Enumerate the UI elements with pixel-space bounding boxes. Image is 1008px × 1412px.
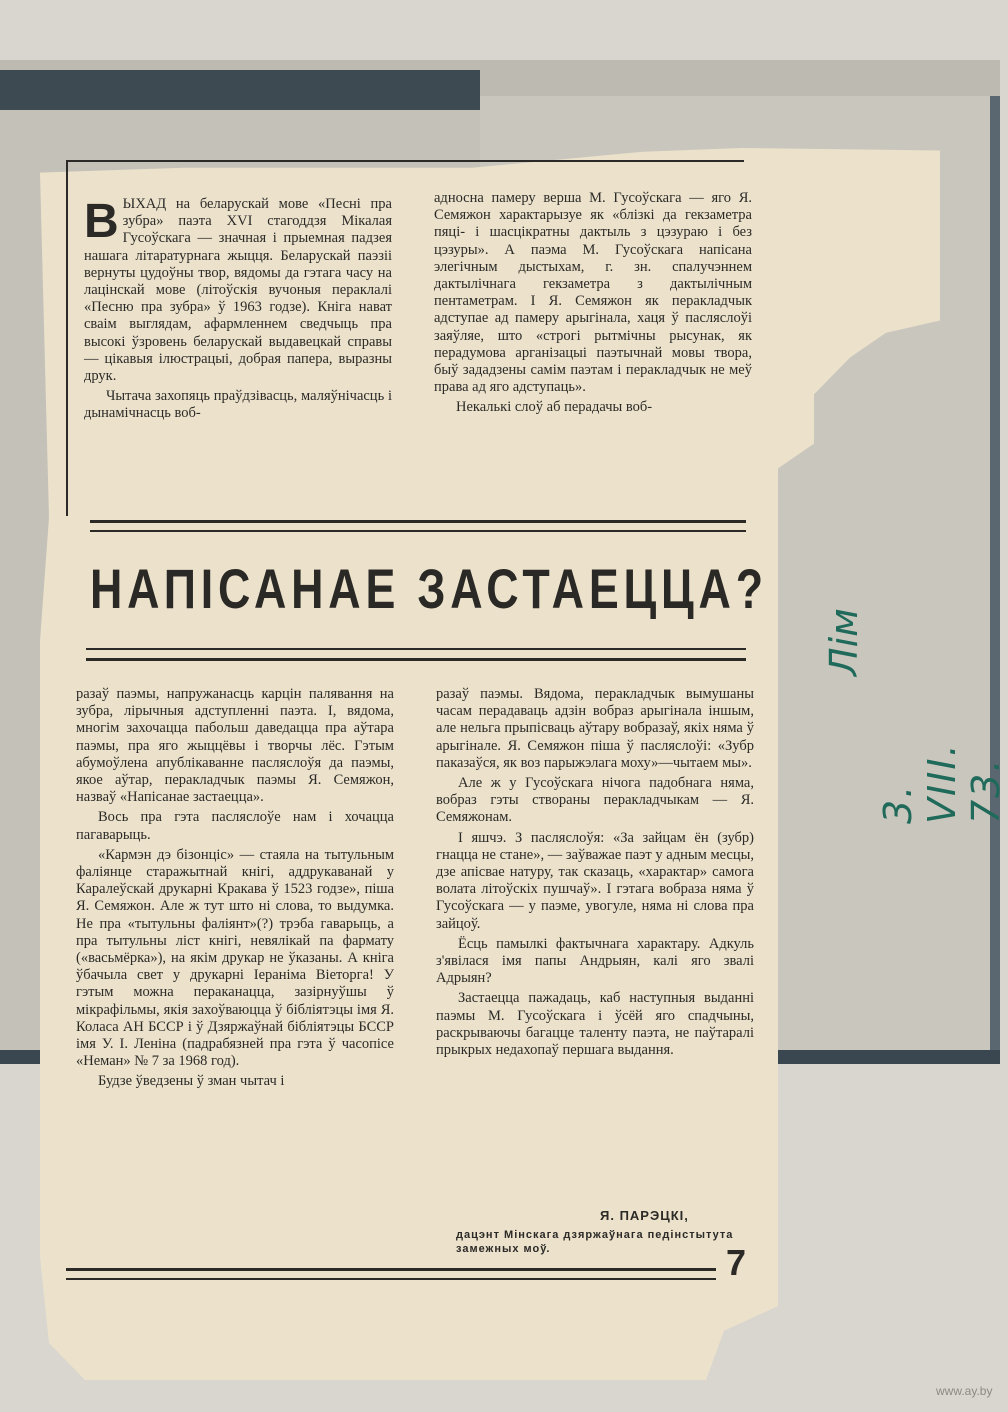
handwritten-source-note: Лiм <box>822 608 866 676</box>
binder-top-edge <box>0 70 480 110</box>
paragraph: Вось пра гэта пасляслоўе нам і хочацца пагаварыць. <box>76 809 394 843</box>
article-column-3 <box>76 686 394 1094</box>
site-watermark: www.ay.by <box>936 1384 993 1398</box>
headline-rule-bottom-2 <box>86 658 746 661</box>
paragraph: разаў паэмы, напружанасць карцін палявання на зубра, лірычныя адступленні паэта. І, вядома, многім захочацца пабольш даведацца пра аўтара паэмы, пра яго жыццёвы і творчы лёс. Гэтым абумоўлена апублікаванне пасляслоўя да паэмы, якое аўтар, перакладчык паэмы Я. Семяжон, назваў «Напісанае застаецца». <box>76 686 394 806</box>
paragraph: І яшчэ. З пасляслоўя: «За зайцам ён (зубр) гнацца не стане», — заўважае паэт у адным месцы, дзе апісвае натуру, так сказаць, «характар» самога волата літоўскіх пушчаў». І гэтага вобраза няма ў Гусоўскага — у паэме, увогуле, няма ні слова пра зайцоў. <box>436 829 754 932</box>
paragraph: Застаецца пажадаць, каб наступныя выданні паэмы М. Гусоўскага і ўсёй яго спадчыны, раскрываючы багацце таленту паэта, не паўтаралі прыкрых недахопаў першага выдання. <box>436 990 754 1059</box>
author-affiliation: дацэнт Мінскага дзяржаўнага педінстытута замежных моў. <box>456 1229 734 1255</box>
headline-rule-top-1 <box>90 520 746 523</box>
headline-rule-top-2 <box>90 530 746 532</box>
paragraph: Ёсць памылкі фактычнага характару. Адкуль з'явілася імя папы Андрыян, калі яго звалі Адрыян? <box>436 935 754 987</box>
bottom-rule-2 <box>66 1278 716 1280</box>
article-column-1 <box>84 196 392 426</box>
paragraph: Чытача захопяць праўдзівасць, маляўнічасць і дынамічнасць воб- <box>84 388 392 422</box>
article-headline: НАПІСАНАЕ ЗАСТАЕЦЦА? <box>90 557 768 620</box>
article-column-2 <box>434 190 752 420</box>
paragraph: адносна памеру верша М. Гусоўскага — яго Я. Семяжон характарызуе як «блізкі да гекзаметра пяці- і шасцікратны дактыль з цэзураю і без цэзуры». А паэма М. Гусоўскага напісана элегічным дыстыхам, г. зн. спалучэннем дактылічнага гекзаметра з дактылічным пентаметрам. І Я. Семяжон як перакладчык адступае ад памеру арыгінала, хаця ў пасляслоўі заяўляе, што «строгі рытмічны рысунак, як перадумова арганізацыі паэтычнай мовы твора, быў зададзены самім паэтам і перакладчык не меў права ад яго адступаць». <box>434 190 752 396</box>
binder-right-edge <box>990 96 1000 1056</box>
headline-rule-bottom-1 <box>86 648 746 650</box>
page-number: 7 <box>726 1242 747 1283</box>
top-frame-rule <box>66 160 744 162</box>
article-dropcap: В <box>84 195 119 248</box>
paragraph: «Кармэн дэ бізонціс» — стаяла на тытульным фаліянце старажытнай кнігі, аддрукаванай у Каралеўскай друкарні Кракава ў 1523 годзе», піша Я. Семяжон. Але ж тут што ні слова, то выдумка. Не пра «тытульны фаліянт»(?) трэба гаварыць, а пра тытульны ліст кнігі, невялікай па фармату («васьмёрка»), на якім друкар не ўказаны. А кніга ўбачыла свет у друкарні Іераніма Віеторга! У гэтым можна пераканацца, зазірнуўшы ў мікрафільмы, якія захоўваюцца ў бібліятэцы імя Я. Коласа АН БССР і ў Дзяржаўнай бібліятэцы БССР імя У. І. Леніна (падрабязней пра гэта ў часопісе «Неман» № 7 за 1968 год). <box>76 846 394 1070</box>
bottom-rule-1 <box>66 1268 716 1271</box>
paragraph: ЫХАД на беларускай мове «Песні пра зубра» паэта XVI стагоддзя Мікалая Гусоўскага — значная і прыемная падзея нашага літаратурнага жыцця. Беларускай паэзіі вернуты цудоўны твор, вядомы да гэтага часу на лацінскай мове (літоўскія вучоныя пераклалі «Песню пра зубра» ў 1963 годзе). Кніга нават сваім выглядам, афармленнем сведчыць пра высокі ўзровень беларускай выдавецкай справы — цікавыя ілюстрацыі, добрая папера, выразны друк. <box>84 196 392 385</box>
paragraph: разаў паэмы. Вядома, перакладчык вымушаны часам перадаваць адзін вобраз арыгінала іншым, але нельга прыпісваць аўтару вобразаў, якіх няма ў арыгінале. Я. Семяжон піша ў пасляслоўі: «Зубр паказаўся, як воз парыжэлага моху»—чытаем мы». <box>436 686 754 771</box>
paragraph: Але ж у Гусоўскага нічога падобнага няма, вобраз гэты створаны перакладчыкам — Я. Семяжонам. <box>436 775 754 826</box>
paragraph: Будзе ўведзены ў зман чытач і <box>98 1073 285 1090</box>
author-signature: Я. ПАРЭЦКІ, <box>600 1208 689 1223</box>
left-frame-rule <box>66 160 68 516</box>
paragraph: Некалькі слоў аб перадачы воб- <box>456 399 653 416</box>
handwritten-date-note: 3. VIII. 73. <box>876 742 1008 824</box>
article-column-4 <box>436 686 754 1062</box>
